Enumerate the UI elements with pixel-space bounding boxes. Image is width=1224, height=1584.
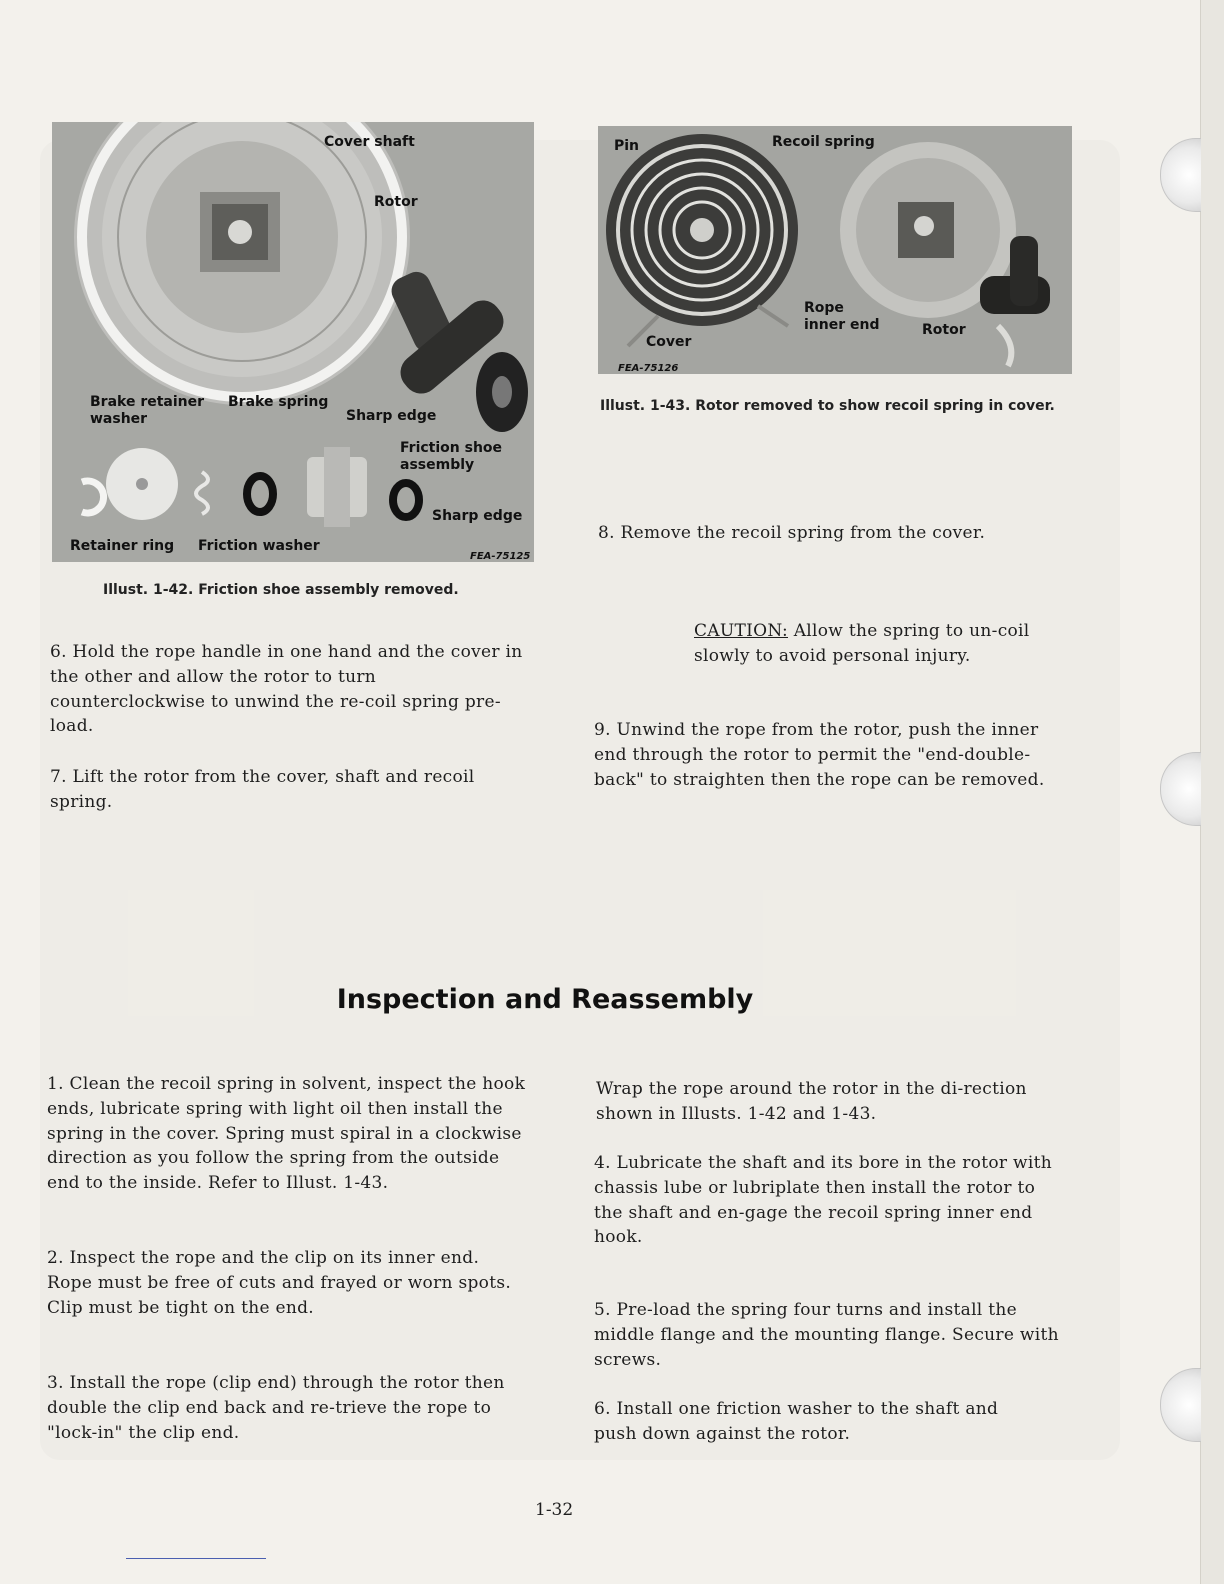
step-6-install-friction-washer: 6. Install one friction washer to the shaft and push down against the rotor. bbox=[594, 1399, 999, 1444]
label-rotor-right: Rotor bbox=[922, 322, 966, 338]
page-edge bbox=[1200, 0, 1224, 1584]
label-pin: Pin bbox=[614, 138, 640, 154]
section-heading: Inspection and Reassembly bbox=[336, 984, 754, 1015]
step-9-unwind-rope: 9. Unwind the rope from the rotor, push the inner end through the rotor to permit the "end-double-back" to straighten then the rope can be removed. bbox=[594, 720, 1045, 790]
label-rotor: Rotor bbox=[374, 194, 418, 210]
figure-code-75126: FEA-75126 bbox=[618, 363, 679, 374]
caption-illust-1-42: Illust. 1-42. Friction shoe assembly removed. bbox=[103, 582, 459, 598]
label-cover-shaft: Cover shaft bbox=[324, 134, 415, 150]
label-brake-spring: Brake spring bbox=[228, 394, 329, 410]
footer-rule bbox=[126, 1558, 266, 1559]
step-3-install-rope: 3. Install the rope (clip end) through the rotor then double the clip end back and re-trieve the rope to "lock-in" the clip end. bbox=[47, 1373, 505, 1443]
caption-illust-1-43: Illust. 1-43. Rotor removed to show recoil spring in cover. bbox=[600, 398, 1055, 414]
label-retainer-ring: Retainer ring bbox=[70, 538, 175, 554]
illustration-1-43-photo bbox=[598, 126, 1072, 374]
label-brake-retainer-washer: Brake retainer washer bbox=[90, 394, 205, 427]
page-number: 1-32 bbox=[535, 1500, 574, 1520]
binder-hole-middle bbox=[1160, 752, 1201, 826]
label-sharp-edge-lower: Sharp edge bbox=[432, 508, 523, 524]
step-5-preload-spring: 5. Pre-load the spring four turns and install the middle flange and the mounting flange. Secure with screws. bbox=[594, 1300, 1059, 1370]
illustration-1-42-photo bbox=[52, 122, 534, 562]
step-1-clean-spring: 1. Clean the recoil spring in solvent, inspect the hook ends, lubricate spring with light oil then install the spring in the cover. Spring must spiral in a clockwise direction as you follow the spring from the outside end to the inside. Refer to Illust. 1-43. bbox=[47, 1074, 526, 1194]
label-cover: Cover bbox=[646, 334, 692, 350]
step-6-hold-rope: 6. Hold the rope handle in one hand and the cover in the other and allow the rotor to turn counterclockwise to unwind the re-coil spring pre-load. bbox=[50, 642, 523, 737]
step-7-lift-rotor: 7. Lift the rotor from the cover, shaft and recoil spring. bbox=[50, 767, 475, 812]
label-recoil-spring: Recoil spring bbox=[772, 134, 875, 150]
caution-note bbox=[694, 619, 1090, 669]
figure-code-75125: FEA-75125 bbox=[470, 551, 531, 562]
caution-label: CAUTION: bbox=[694, 621, 788, 641]
step-2-inspect-rope: 2. Inspect the rope and the clip on its inner end. Rope must be free of cuts and frayed or worn spots. Clip must be tight on the end. bbox=[47, 1248, 512, 1318]
step-8-remove-spring: 8. Remove the recoil spring from the cover. bbox=[598, 523, 986, 543]
binder-hole-top bbox=[1160, 138, 1201, 212]
label-rope-inner-end: Rope inner end bbox=[804, 300, 880, 333]
step-4-lubricate-shaft: 4. Lubricate the shaft and its bore in the rotor with chassis lube or lubriplate then install the rotor to the shaft and en-gage the recoil spring inner end hook. bbox=[594, 1153, 1052, 1248]
label-friction-shoe-assembly: Friction shoe assembly bbox=[400, 440, 503, 473]
friction-shoe-assembly-drawing bbox=[52, 122, 534, 562]
binder-hole-bottom bbox=[1160, 1368, 1201, 1442]
label-friction-washer: Friction washer bbox=[198, 538, 320, 554]
wrap-rope-note: Wrap the rope around the rotor in the di-rection shown in Illusts. 1-42 and 1-43. bbox=[596, 1079, 1027, 1124]
label-sharp-edge-upper: Sharp edge bbox=[346, 408, 437, 424]
caution-text: Allow the spring to un-coil slowly to avoid personal injury. bbox=[694, 621, 1030, 666]
